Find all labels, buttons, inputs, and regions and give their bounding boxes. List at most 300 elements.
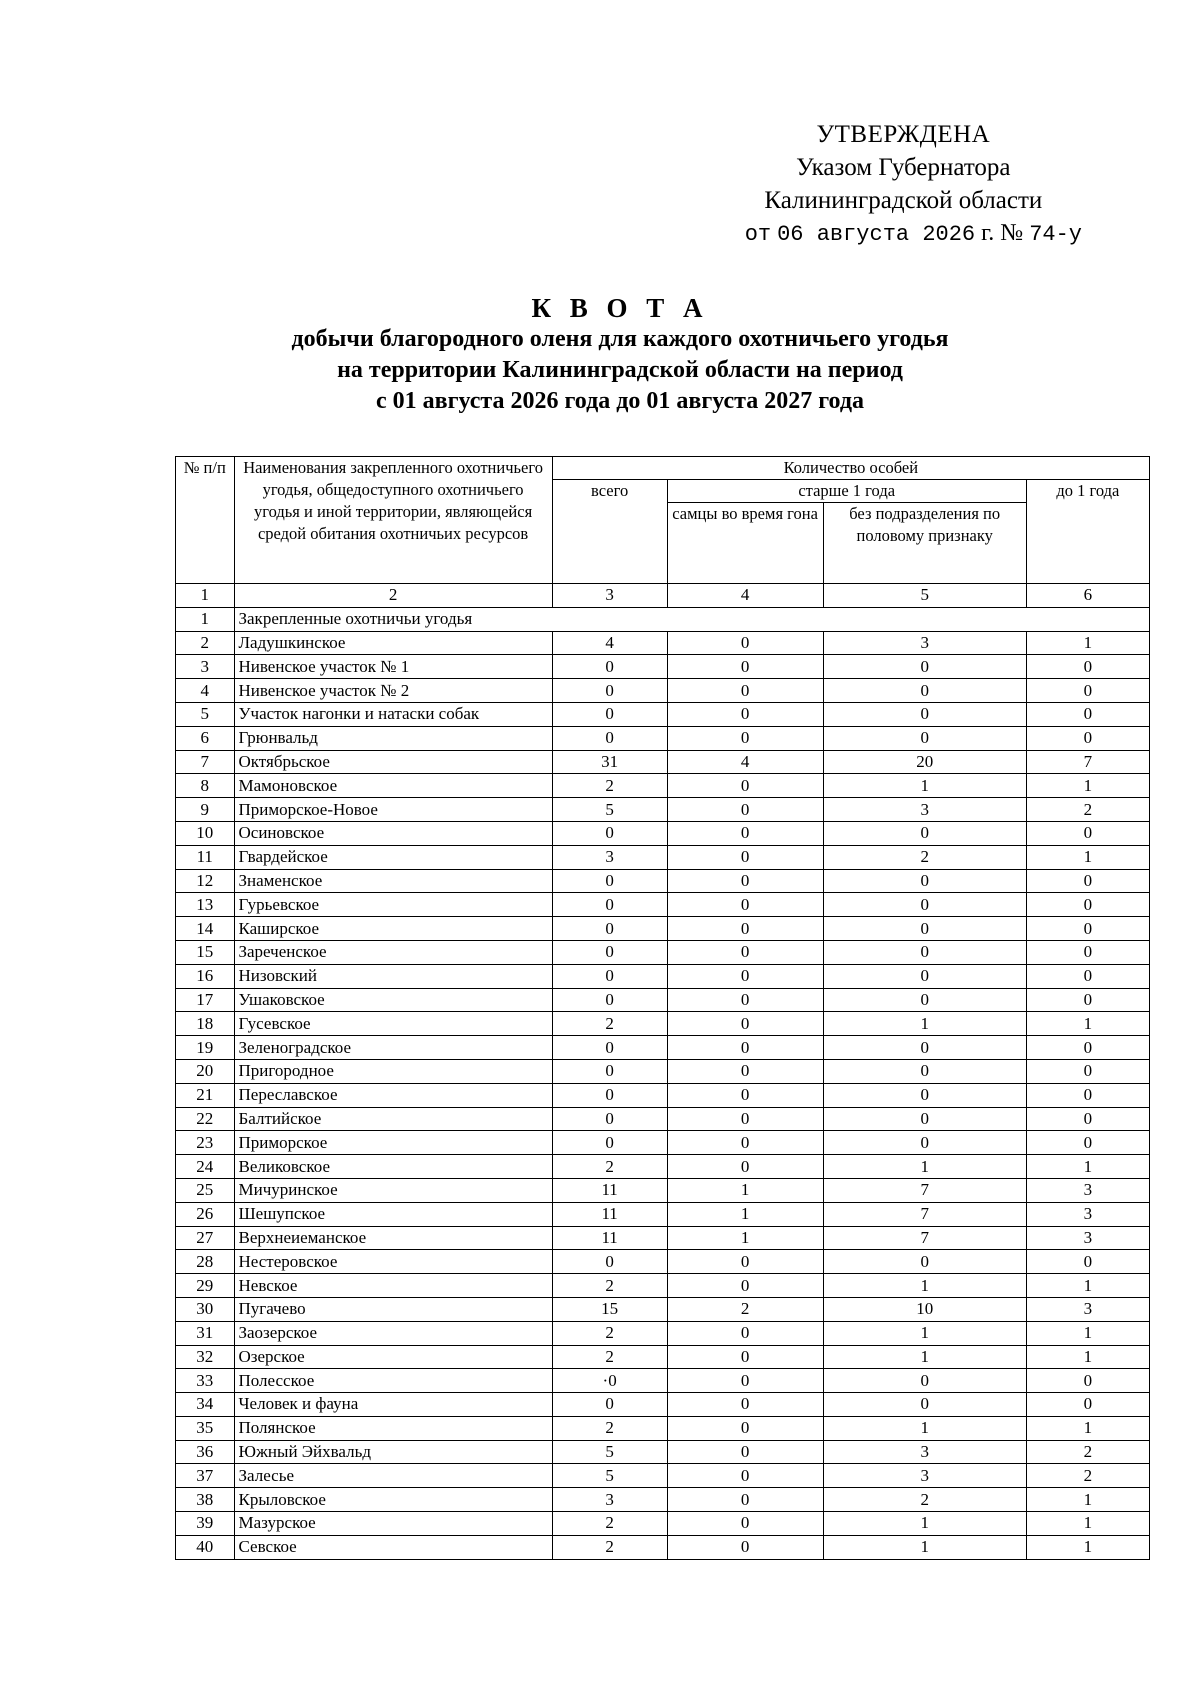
table-row — [176, 1464, 1150, 1488]
row-males: 4 — [667, 750, 823, 774]
table-row — [176, 1345, 1150, 1369]
row-males: 0 — [667, 1012, 823, 1036]
row-young: 0 — [1026, 821, 1149, 845]
row-name: Мичуринское — [234, 1178, 552, 1202]
row-nosex: 0 — [823, 869, 1026, 893]
row-nosex: 0 — [823, 702, 1026, 726]
row-name: Заозерское — [234, 1321, 552, 1345]
row-total: 2 — [552, 1416, 667, 1440]
approval-prefix: от — [744, 222, 772, 247]
table-row — [176, 1131, 1150, 1155]
row-nosex: 0 — [823, 893, 1026, 917]
row-young: 0 — [1026, 726, 1149, 750]
row-num: 7 — [176, 750, 235, 774]
row-young: 1 — [1026, 1321, 1149, 1345]
row-males: 0 — [667, 1369, 823, 1393]
table-row — [176, 1369, 1150, 1393]
table-row — [176, 1226, 1150, 1250]
row-nosex: 7 — [823, 1226, 1026, 1250]
row-total: 31 — [552, 750, 667, 774]
table-row — [176, 631, 1150, 655]
approval-date: 06 августа 2026 — [777, 222, 976, 247]
table-row — [176, 1297, 1150, 1321]
row-name: Октябрьское — [234, 750, 552, 774]
row-young: 1 — [1026, 1155, 1149, 1179]
column-number: 6 — [1026, 584, 1149, 608]
row-young: 0 — [1026, 1059, 1149, 1083]
row-name: Зеленоградское — [234, 1036, 552, 1060]
table-row — [176, 1321, 1150, 1345]
column-number: 2 — [234, 584, 552, 608]
row-young: 0 — [1026, 869, 1149, 893]
row-males: 0 — [667, 1345, 823, 1369]
column-number: 3 — [552, 584, 667, 608]
table-row — [176, 845, 1150, 869]
section-row — [176, 607, 1150, 631]
row-nosex: 0 — [823, 964, 1026, 988]
table-row — [176, 1202, 1150, 1226]
row-num: 40 — [176, 1535, 235, 1559]
row-name: Пригородное — [234, 1059, 552, 1083]
row-total: 0 — [552, 1083, 667, 1107]
row-males: 1 — [667, 1202, 823, 1226]
row-name: Гусевское — [234, 1012, 552, 1036]
row-males: 0 — [667, 940, 823, 964]
header-males: самцы во время гона — [667, 503, 823, 584]
header-nosex: без подразделения по половому признаку — [823, 503, 1026, 584]
row-males: 0 — [667, 1393, 823, 1417]
row-num: 24 — [176, 1155, 235, 1179]
row-num: 20 — [176, 1059, 235, 1083]
row-nosex: 0 — [823, 821, 1026, 845]
row-males: 1 — [667, 1178, 823, 1202]
row-num: 26 — [176, 1202, 235, 1226]
row-young: 3 — [1026, 1226, 1149, 1250]
quota-table — [175, 456, 1150, 1560]
row-total: 0 — [552, 893, 667, 917]
row-young: 1 — [1026, 1012, 1149, 1036]
row-total: 2 — [552, 1345, 667, 1369]
row-total: 11 — [552, 1202, 667, 1226]
row-males: 0 — [667, 726, 823, 750]
row-total: 0 — [552, 655, 667, 679]
column-number: 4 — [667, 584, 823, 608]
row-males: 0 — [667, 1440, 823, 1464]
table-row — [176, 869, 1150, 893]
row-nosex: 1 — [823, 774, 1026, 798]
row-name: Низовский — [234, 964, 552, 988]
row-nosex: 0 — [823, 917, 1026, 941]
row-num: 30 — [176, 1297, 235, 1321]
row-males: 0 — [667, 1155, 823, 1179]
row-name: Человек и фауна — [234, 1393, 552, 1417]
row-males: 1 — [667, 1226, 823, 1250]
row-nosex: 3 — [823, 631, 1026, 655]
row-young: 1 — [1026, 1535, 1149, 1559]
row-young: 0 — [1026, 1083, 1149, 1107]
row-males: 0 — [667, 821, 823, 845]
row-males: 0 — [667, 845, 823, 869]
row-total: 5 — [552, 1464, 667, 1488]
row-nosex: 1 — [823, 1012, 1026, 1036]
row-name: Мазурское — [234, 1512, 552, 1536]
document-subtitle-line2: на территории Калининградской области на период — [337, 357, 903, 383]
row-nosex: 0 — [823, 1250, 1026, 1274]
row-total: 11 — [552, 1226, 667, 1250]
document-title: К В О Т А — [531, 293, 709, 323]
row-name: Приморское-Новое — [234, 798, 552, 822]
row-total: 5 — [552, 1440, 667, 1464]
row-total: 2 — [552, 1512, 667, 1536]
row-total: 2 — [552, 1321, 667, 1345]
header-num: № п/п — [176, 457, 235, 584]
row-name: Полянское — [234, 1416, 552, 1440]
row-young: 0 — [1026, 1250, 1149, 1274]
row-num: 32 — [176, 1345, 235, 1369]
row-num: 22 — [176, 1107, 235, 1131]
row-name: Приморское — [234, 1131, 552, 1155]
row-num: 19 — [176, 1036, 235, 1060]
row-name: Ладушкинское — [234, 631, 552, 655]
table-row — [176, 655, 1150, 679]
header-total: всего — [552, 480, 667, 584]
row-nosex: 1 — [823, 1535, 1026, 1559]
row-total: 0 — [552, 726, 667, 750]
row-young: 0 — [1026, 1393, 1149, 1417]
row-nosex: 0 — [823, 655, 1026, 679]
row-nosex: 1 — [823, 1512, 1026, 1536]
row-num: 34 — [176, 1393, 235, 1417]
row-young: 3 — [1026, 1297, 1149, 1321]
row-nosex: 0 — [823, 1131, 1026, 1155]
row-nosex: 3 — [823, 1440, 1026, 1464]
row-young: 0 — [1026, 702, 1149, 726]
row-num: 27 — [176, 1226, 235, 1250]
row-nosex: 0 — [823, 679, 1026, 703]
row-total: 3 — [552, 1488, 667, 1512]
row-males: 0 — [667, 1274, 823, 1298]
row-young: 2 — [1026, 798, 1149, 822]
row-num: 15 — [176, 940, 235, 964]
row-nosex: 7 — [823, 1202, 1026, 1226]
row-nosex: 0 — [823, 988, 1026, 1012]
row-name: Мамоновское — [234, 774, 552, 798]
row-nosex: 0 — [823, 1059, 1026, 1083]
row-name: Невское — [234, 1274, 552, 1298]
row-num: 29 — [176, 1274, 235, 1298]
table-row — [176, 1274, 1150, 1298]
approval-issuer: Указом Губернатора — [796, 154, 1011, 181]
row-males: 0 — [667, 1107, 823, 1131]
row-name: Севское — [234, 1535, 552, 1559]
row-total: 3 — [552, 845, 667, 869]
approval-mid: г. № — [981, 220, 1024, 246]
row-total: 2 — [552, 1535, 667, 1559]
section-num: 1 — [176, 607, 235, 631]
row-nosex: 2 — [823, 845, 1026, 869]
table-row — [176, 1440, 1150, 1464]
header-older: старше 1 года — [667, 480, 1026, 503]
approval-number: 74-у — [1029, 222, 1082, 247]
row-males: 0 — [667, 1083, 823, 1107]
row-name: Крыловское — [234, 1488, 552, 1512]
row-young: 0 — [1026, 1131, 1149, 1155]
row-num: 14 — [176, 917, 235, 941]
row-total: 0 — [552, 1036, 667, 1060]
row-young: 0 — [1026, 679, 1149, 703]
row-total: 0 — [552, 940, 667, 964]
row-males: 0 — [667, 988, 823, 1012]
row-total: ·0 — [552, 1369, 667, 1393]
row-total: 2 — [552, 774, 667, 798]
row-name: Великовское — [234, 1155, 552, 1179]
table-row — [176, 679, 1150, 703]
row-name: Гурьевское — [234, 893, 552, 917]
row-young: 3 — [1026, 1178, 1149, 1202]
row-name: Ушаковское — [234, 988, 552, 1012]
row-males: 0 — [667, 1416, 823, 1440]
row-nosex: 0 — [823, 1083, 1026, 1107]
table-row — [176, 702, 1150, 726]
table-row — [176, 988, 1150, 1012]
row-num: 33 — [176, 1369, 235, 1393]
row-num: 9 — [176, 798, 235, 822]
table-row — [176, 1535, 1150, 1559]
row-nosex: 7 — [823, 1178, 1026, 1202]
row-young: 1 — [1026, 1345, 1149, 1369]
row-num: 17 — [176, 988, 235, 1012]
row-total: 2 — [552, 1155, 667, 1179]
row-num: 5 — [176, 702, 235, 726]
row-num: 28 — [176, 1250, 235, 1274]
row-total: 0 — [552, 1107, 667, 1131]
table-row — [176, 774, 1150, 798]
column-number: 5 — [823, 584, 1026, 608]
table-row — [176, 1393, 1150, 1417]
row-males: 0 — [667, 1488, 823, 1512]
row-num: 36 — [176, 1440, 235, 1464]
row-total: 0 — [552, 1250, 667, 1274]
row-males: 0 — [667, 655, 823, 679]
row-nosex: 0 — [823, 1107, 1026, 1131]
row-name: Нивенское участок № 1 — [234, 655, 552, 679]
row-young: 0 — [1026, 655, 1149, 679]
row-nosex: 0 — [823, 1036, 1026, 1060]
row-nosex: 1 — [823, 1321, 1026, 1345]
row-young: 0 — [1026, 893, 1149, 917]
row-young: 1 — [1026, 631, 1149, 655]
row-young: 7 — [1026, 750, 1149, 774]
row-young: 0 — [1026, 1369, 1149, 1393]
row-name: Переславское — [234, 1083, 552, 1107]
row-num: 31 — [176, 1321, 235, 1345]
row-name: Участок нагонки и натаски собак — [234, 702, 552, 726]
row-nosex: 10 — [823, 1297, 1026, 1321]
row-young: 0 — [1026, 988, 1149, 1012]
table-row — [176, 917, 1150, 941]
row-young: 2 — [1026, 1440, 1149, 1464]
row-total: 0 — [552, 1059, 667, 1083]
table-row — [176, 1036, 1150, 1060]
row-nosex: 1 — [823, 1345, 1026, 1369]
section-label: Закрепленные охотничьи угодья — [234, 607, 1150, 631]
row-males: 0 — [667, 1535, 823, 1559]
row-num: 8 — [176, 774, 235, 798]
row-nosex: 0 — [823, 726, 1026, 750]
row-num: 38 — [176, 1488, 235, 1512]
row-males: 0 — [667, 774, 823, 798]
row-young: 3 — [1026, 1202, 1149, 1226]
row-total: 2 — [552, 1274, 667, 1298]
row-young: 1 — [1026, 1416, 1149, 1440]
table-row — [176, 750, 1150, 774]
row-total: 5 — [552, 798, 667, 822]
row-young: 0 — [1026, 964, 1149, 988]
row-name: Полесское — [234, 1369, 552, 1393]
row-young: 1 — [1026, 845, 1149, 869]
table-row — [176, 1107, 1150, 1131]
approval-title: УТВЕРЖДЕНА — [816, 121, 991, 148]
row-num: 3 — [176, 655, 235, 679]
column-number-row — [176, 584, 1150, 608]
table-row — [176, 1155, 1150, 1179]
approval-region: Калининградской области — [764, 187, 1043, 214]
row-name: Гвардейское — [234, 845, 552, 869]
row-males: 2 — [667, 1297, 823, 1321]
row-num: 23 — [176, 1131, 235, 1155]
row-name: Нивенское участок № 2 — [234, 679, 552, 703]
row-nosex: 20 — [823, 750, 1026, 774]
row-total: 2 — [552, 1012, 667, 1036]
row-name: Нестеровское — [234, 1250, 552, 1274]
row-name: Пугачево — [234, 1297, 552, 1321]
row-nosex: 3 — [823, 798, 1026, 822]
row-name: Шешупское — [234, 1202, 552, 1226]
row-num: 18 — [176, 1012, 235, 1036]
row-males: 0 — [667, 1036, 823, 1060]
row-name: Знаменское — [234, 869, 552, 893]
row-num: 16 — [176, 964, 235, 988]
row-total: 0 — [552, 988, 667, 1012]
row-num: 35 — [176, 1416, 235, 1440]
row-total: 4 — [552, 631, 667, 655]
row-name: Грюнвальд — [234, 726, 552, 750]
row-males: 0 — [667, 702, 823, 726]
row-num: 4 — [176, 679, 235, 703]
row-num: 21 — [176, 1083, 235, 1107]
row-name: Каширское — [234, 917, 552, 941]
row-name: Зареченское — [234, 940, 552, 964]
table-row — [176, 798, 1150, 822]
row-num: 25 — [176, 1178, 235, 1202]
row-males: 0 — [667, 1512, 823, 1536]
row-name: Осиновское — [234, 821, 552, 845]
row-males: 0 — [667, 1059, 823, 1083]
row-total: 0 — [552, 1393, 667, 1417]
row-nosex: 1 — [823, 1155, 1026, 1179]
row-total: 0 — [552, 1131, 667, 1155]
table-row — [176, 1512, 1150, 1536]
row-name: Залесье — [234, 1464, 552, 1488]
table-row — [176, 1416, 1150, 1440]
row-males: 0 — [667, 631, 823, 655]
row-males: 0 — [667, 1250, 823, 1274]
row-young: 0 — [1026, 940, 1149, 964]
table-row — [176, 1083, 1150, 1107]
table-row — [176, 893, 1150, 917]
table-row — [176, 1250, 1150, 1274]
header-quantity: Количество особей — [552, 457, 1149, 480]
row-young: 2 — [1026, 1464, 1149, 1488]
table-row — [176, 1178, 1150, 1202]
row-num: 10 — [176, 821, 235, 845]
row-total: 0 — [552, 679, 667, 703]
row-young: 1 — [1026, 774, 1149, 798]
row-nosex: 3 — [823, 1464, 1026, 1488]
row-total: 0 — [552, 964, 667, 988]
row-total: 0 — [552, 702, 667, 726]
row-young: 0 — [1026, 917, 1149, 941]
table-row — [176, 1059, 1150, 1083]
row-young: 0 — [1026, 1036, 1149, 1060]
row-young: 1 — [1026, 1512, 1149, 1536]
table-row — [176, 726, 1150, 750]
row-name: Южный Эйхвальд — [234, 1440, 552, 1464]
header-name: Наименования закрепленного охотничьего угодья, общедоступного охотничьего угодья и иной территории, являющейся средой обитания охотничьих ресурсов — [234, 457, 552, 584]
row-males: 0 — [667, 917, 823, 941]
row-males: 0 — [667, 1321, 823, 1345]
row-nosex: 0 — [823, 1369, 1026, 1393]
row-males: 0 — [667, 1464, 823, 1488]
table-row — [176, 1488, 1150, 1512]
row-total: 15 — [552, 1297, 667, 1321]
row-males: 0 — [667, 798, 823, 822]
row-males: 0 — [667, 1131, 823, 1155]
row-num: 37 — [176, 1464, 235, 1488]
document-subtitle-line3: с 01 августа 2026 года до 01 августа 2027 года — [375, 388, 864, 414]
row-name: Балтийское — [234, 1107, 552, 1131]
row-total: 11 — [552, 1178, 667, 1202]
column-number: 1 — [176, 584, 235, 608]
approval-date-line — [745, 217, 1082, 251]
row-males: 0 — [667, 869, 823, 893]
row-total: 0 — [552, 917, 667, 941]
row-young: 0 — [1026, 1107, 1149, 1131]
row-num: 2 — [176, 631, 235, 655]
table-row — [176, 940, 1150, 964]
row-nosex: 1 — [823, 1274, 1026, 1298]
row-num: 12 — [176, 869, 235, 893]
row-num: 6 — [176, 726, 235, 750]
row-name: Озерское — [234, 1345, 552, 1369]
row-nosex: 2 — [823, 1488, 1026, 1512]
row-num: 39 — [176, 1512, 235, 1536]
row-males: 0 — [667, 893, 823, 917]
row-nosex: 0 — [823, 940, 1026, 964]
table-row — [176, 821, 1150, 845]
row-nosex: 0 — [823, 1393, 1026, 1417]
row-young: 1 — [1026, 1488, 1149, 1512]
row-males: 0 — [667, 964, 823, 988]
row-total: 0 — [552, 821, 667, 845]
table-row — [176, 1012, 1150, 1036]
row-young: 1 — [1026, 1274, 1149, 1298]
row-num: 11 — [176, 845, 235, 869]
header-young: до 1 года — [1026, 480, 1149, 584]
row-num: 13 — [176, 893, 235, 917]
document-subtitle-line1: добычи благородного оленя для каждого охотничьего угодья — [291, 326, 949, 352]
table-row — [176, 964, 1150, 988]
